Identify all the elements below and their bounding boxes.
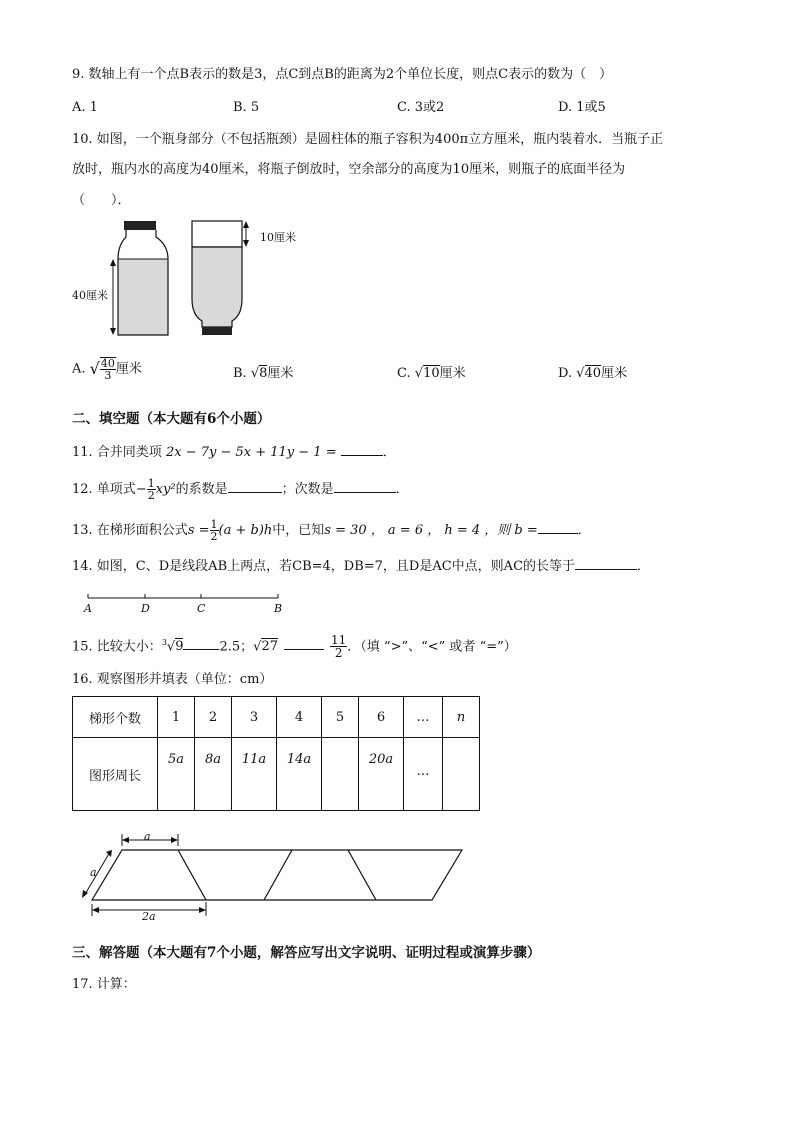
point-d-label: D [141,602,150,615]
inverted-bottle-water [192,247,242,327]
q12-coefficient-blank [228,480,282,493]
inverted-bottle-cap [202,327,232,335]
q13: 13. 在梯形面积公式s = $\frac{1}{2}$ (a + b)h中，已知s = 30 ， a = 6 ， h = 4 ，则 b = ． [72,518,591,543]
table-cell: 5 [322,697,359,738]
q9-option-a: A. 1 [72,100,98,115]
upright-bottle-water [118,259,168,335]
q11: 11. 合并同类项 2x − 7y − 5x + 11y − 1 = ． [72,445,396,460]
label-a-top: a [144,830,151,843]
q10-option-c: C. √10厘米 [397,366,466,381]
label-40cm: 40厘米 [72,289,108,302]
section-3-heading: 三、解答题（本大题有7个小题，解答应写出文字说明、证明过程或演算步骤） [72,945,541,961]
table-cell: 20a [359,738,404,811]
table-cell: 2 [195,697,232,738]
table-cell: 6 [359,697,404,738]
q14-segment-figure [82,590,292,618]
table-cell: 5a [158,738,195,811]
sqrt-icon: √ [89,359,100,378]
sqrt-icon: √ [250,366,260,381]
q10-stem-line2: 放时，瓶内水的高度为40厘米，将瓶子倒放时，空余部分的高度为10厘米，则瓶子的底面半径为 [72,162,626,177]
dim-side-a [84,852,110,896]
table-cell: 4 [277,697,322,738]
trapezoid-divider-1 [178,850,206,900]
q12: 12. 单项式− $\frac{1}{2}$ xy²的系数是 ；次数是 ． [72,477,409,502]
q9-option-b: B. 5 [233,100,260,115]
q10-option-a: A. √ $\frac{40}{3}$ 厘米 [72,357,142,382]
table-cell: … [404,738,443,811]
table-cell: 图形周长 [73,738,158,811]
sqrt-icon: √ [576,366,585,381]
table-cell [322,738,359,811]
table-cell: 1 [158,697,195,738]
cube-root-icon: √ [166,639,176,655]
table-row [73,738,480,811]
q15-blank-2 [284,637,324,650]
table-cell: 11a [232,738,277,811]
q12-degree-blank [334,480,396,493]
q14: 14. 如图，C、D是线段AB上两点，若CB=4，DB=7，且D是AC中点，则AC的长等于 ． [72,559,651,574]
q17-stem: 17. 计算： [72,977,136,992]
trapezoid-divider-2 [264,850,292,900]
section-2-heading: 二、填空题（本大题有6个小题） [72,411,271,427]
sqrt-icon: √ [414,366,424,381]
q16-stem: 16. 观察图形并填表（单位：cm） [72,672,273,687]
q10-stem-line3: （ ）． [72,193,131,208]
label-a-side: a [90,866,97,879]
table-cell [443,738,480,811]
q10-bottle-figure [60,215,320,340]
table-row [73,697,480,738]
q16-trapezoid-figure [80,830,470,923]
point-c-label: C [197,602,206,615]
q11-answer-blank [341,443,383,456]
q13-answer-blank [538,521,578,534]
q9-option-d: D. 1或5 [558,100,606,115]
table-cell: 3 [232,697,277,738]
q9-option-c: C. 3或2 [397,100,445,115]
q15: 15. 比较大小：$^3$√9 2.5；√27 $\frac{11}{2}$ ．（填 “>”、“<” 或者 “=”） [72,633,517,661]
upright-bottle-cap [124,221,156,230]
q14-answer-blank [575,557,637,570]
inverted-bottle-air [192,221,242,247]
table-cell: 梯形个数 [73,697,158,738]
trapezoid-divider-3 [348,850,376,900]
q10-option-d: D. √40厘米 [558,366,628,381]
table-cell: 8a [195,738,232,811]
q10-option-b: B. √8厘米 [233,366,294,381]
table-cell: 14a [277,738,322,811]
q15-blank-1 [183,637,219,650]
q16-table [72,696,480,811]
q9-stem: 9. 数轴上有一个点B表示的数是3，点C到点B的距离为2个单位长度，则点C表示的数为（ ） [72,67,613,82]
sqrt-icon: √ [253,639,262,655]
table-cell: n [443,697,480,738]
point-a-label: A [84,602,92,615]
trapezoid-strip-outline [92,850,462,900]
q10-stem-line1: 10. 如图，一个瓶身部分（不包括瓶颈）是圆柱体的瓶子容积为400π立方厘米，瓶内装着水．当瓶子正 [72,132,664,147]
label-10cm: 10厘米 [260,231,296,244]
table-cell: … [404,697,443,738]
point-b-label: B [274,602,283,615]
label-2a: 2a [142,910,156,923]
